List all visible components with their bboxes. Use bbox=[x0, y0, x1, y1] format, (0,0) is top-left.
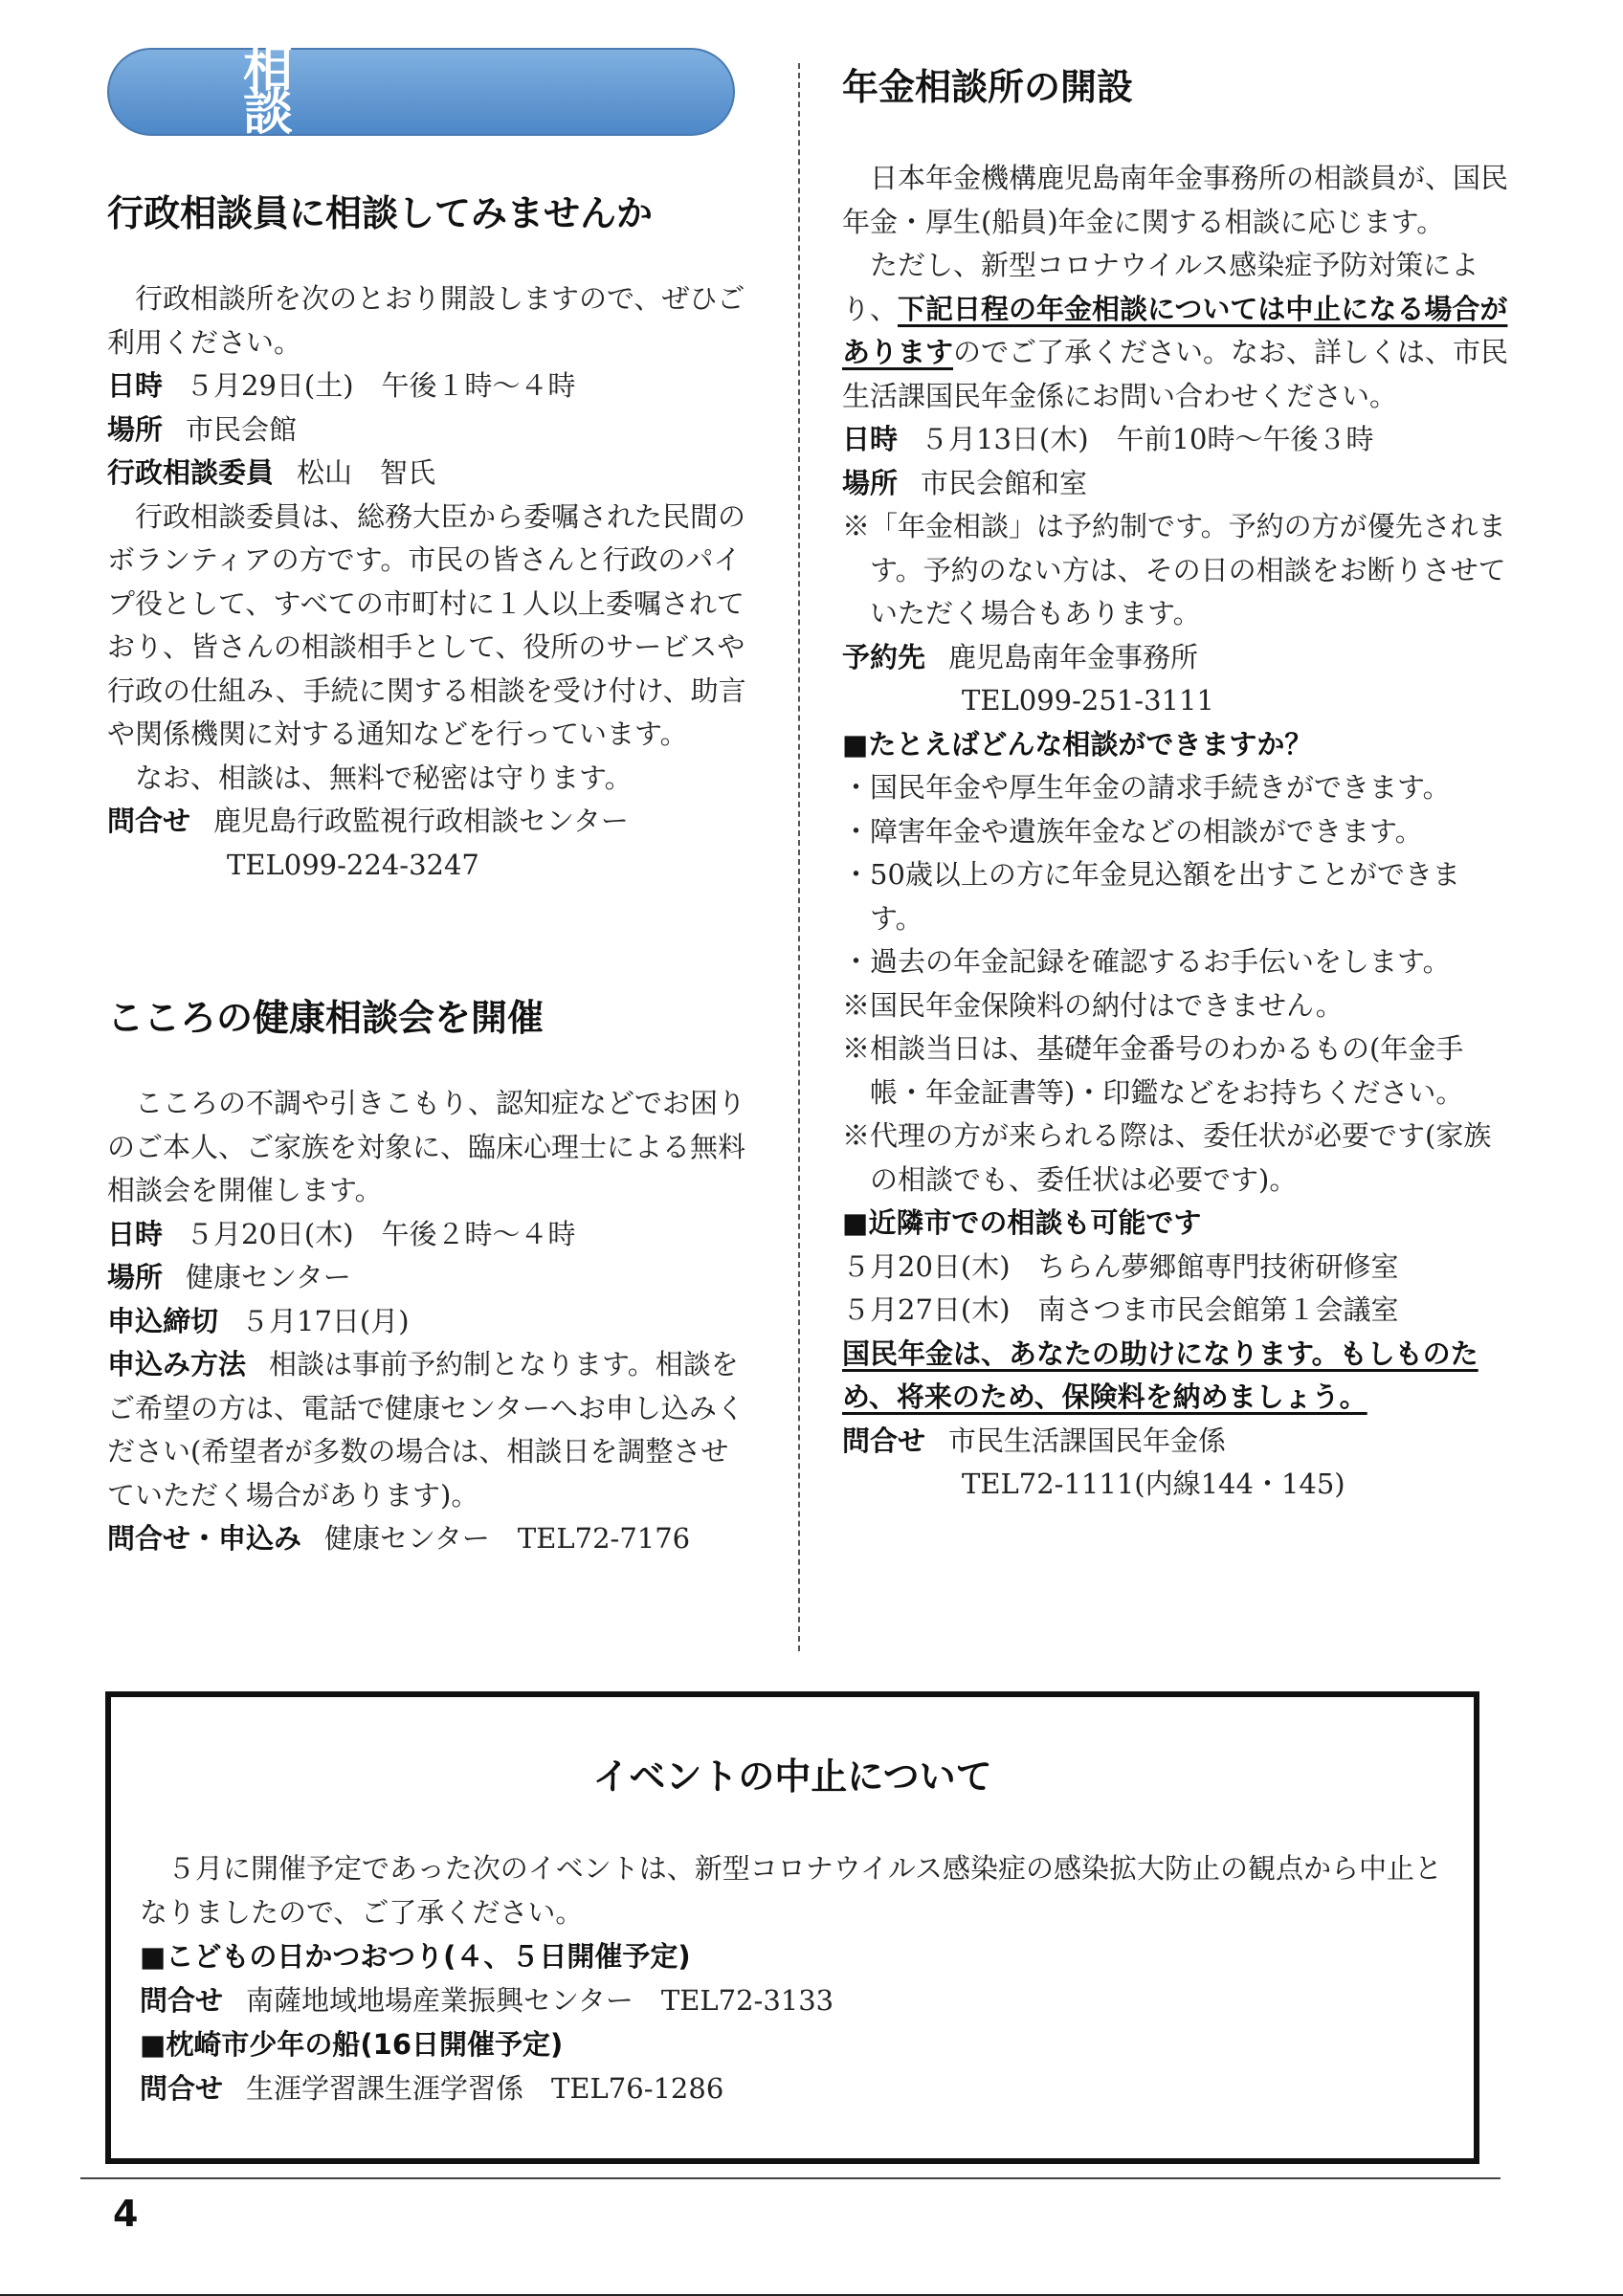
page-number: 4 bbox=[113, 2193, 139, 2235]
article1-contact: 問合せ 鹿児島行政監視行政相談センター bbox=[107, 805, 629, 837]
column-divider bbox=[798, 63, 800, 1651]
article1-body1: 行政相談委員は、総務大臣から委嘱された民間のボランティアの方です。市民の皆さんと行政のパイプ役として、すべての市町村に１人以上委嘱されており、皆さんの相談相手として、役所のサービスや行政の仕組み、手続に関する相談を受け付け、助言や関係機関に対する通知などを行っています。 bbox=[107, 499, 746, 750]
article1-contact-tel: TEL099-224-3247 bbox=[227, 848, 479, 881]
article1-member: 行政相談委員 松山 智氏 bbox=[107, 456, 436, 489]
pension-example-item: ・過去の年金記録を確認するお手伝いをします。 bbox=[842, 945, 1451, 978]
footer-rule bbox=[80, 2177, 1501, 2179]
pension-example-item: ・障害年金や遺族年金などの相談ができます。 bbox=[842, 814, 1423, 848]
article2-place: 場所 健康センター bbox=[107, 1261, 351, 1293]
article2-heading: こころの健康相談会を開催 bbox=[107, 997, 545, 1039]
article2-datetime: 日時 ５月20日(木) 午後２時～４時 bbox=[107, 1217, 576, 1250]
event1-contact: 問合せ 南薩地域地場産業振興センター TEL72-3133 bbox=[140, 1984, 834, 2017]
pension-example-item: ・国民年金や厚生年金の請求手続きができます。 bbox=[842, 771, 1451, 804]
pension-intro: 日本年金機構鹿児島南年金事務所の相談員が、国民年金・厚生(船員)年金に関する相談に応じます。 bbox=[842, 162, 1509, 238]
event1-title: ■こどもの日かつおつり(４、５日開催予定) bbox=[140, 1940, 691, 1973]
pension-example-item: ・50歳以上の方に年金見込額を出すことができます。 bbox=[842, 858, 1460, 935]
pension-nearby-item: ５月27日(木) 南さつま市民会館第１会議室 bbox=[842, 1293, 1399, 1326]
pension-notice-emphasis: 下記日程の年金相談については中止になる場合があります bbox=[842, 292, 1508, 368]
events-intro: ５月に開催予定であった次のイベントは、新型コロナウイルス感染症の感染拡大防止の観点から中止となりましたので、ご了承ください。 bbox=[140, 1852, 1442, 1929]
pension-nearby-item: ５月20日(木) ちらん夢郷館専門技術研修室 bbox=[842, 1249, 1399, 1283]
pension-reservation-note: ※「年金相談」は予約制です。予約の方が優先されます。予約のない方は、その日の相談をお断りさせていただく場合もあります。 bbox=[842, 510, 1506, 629]
section-title-pill: 相 談 bbox=[107, 48, 735, 136]
pension-note-item: ※代理の方が来られる際は、委任状が必要です(家族の相談でも、委任状は必要です)。 bbox=[842, 1119, 1492, 1196]
pension-note-item: ※国民年金保険料の納付はできません。 bbox=[842, 988, 1344, 1022]
right-column bbox=[842, 48, 1512, 1507]
pension-place: 場所 市民会館和室 bbox=[842, 466, 1088, 499]
event-cancellation-box bbox=[105, 1691, 1479, 2164]
pension-nearby-heading: ■近隣市での相談も可能です bbox=[842, 1206, 1202, 1239]
pension-contact-tel: TEL72-1111(内線144・145) bbox=[962, 1468, 1345, 1500]
article2-contact: 問合せ・申込み 健康センター TEL72-7176 bbox=[107, 1522, 691, 1555]
pension-notice: ただし、新型コロナウイルス感染症予防対策により、下記日程の年金相談については中止になる場合がありますのでご了承ください。なお、詳しくは、市民生活課国民年金係にお問い合わせください。 bbox=[842, 249, 1509, 412]
pension-contact: 問合せ 市民生活課国民年金係 bbox=[842, 1424, 1227, 1457]
article1-body2: なお、相談は、無料で秘密は守ります。 bbox=[135, 761, 633, 794]
article2-intro: こころの不調や引きこもり、認知症などでお困りのご本人、ご家族を対象に、臨床心理士による無料相談会を開催します。 bbox=[107, 1087, 746, 1206]
pension-slogan: 国民年金は、あなたの助けになります。もしものため、将来のため、保険料を納めましょう。 bbox=[842, 1336, 1478, 1413]
pension-heading: 年金相談所の開設 bbox=[842, 66, 1134, 108]
pension-note-item: ※相談当日は、基礎年金番号のわかるもの(年金手帳・年金証書等)・印鑑などをお持ちください。 bbox=[842, 1032, 1464, 1109]
left-column bbox=[107, 40, 748, 1561]
article1-place: 場所 市民会館 bbox=[107, 412, 298, 446]
event2-title: ■枕崎市少年の船(16日開催予定) bbox=[140, 2028, 564, 2061]
events-title: イベントの中止について bbox=[592, 1755, 992, 1798]
pension-reserve: 予約先 鹿児島南年金事務所 bbox=[842, 640, 1199, 673]
article2-deadline: 申込締切 ５月17日(月) bbox=[107, 1304, 410, 1337]
article2-method: 申込み方法 相談は事前予約制となります。相談をご希望の方は、電話で健康センターへお申し込みください(希望者が多数の場合は、相談日を調整させていただく場合があります)。 bbox=[107, 1348, 745, 1512]
pension-datetime: 日時 ５月13日(木) 午前10時～午後３時 bbox=[842, 423, 1374, 455]
article1-datetime: 日時 ５月29日(土) 午後１時～４時 bbox=[107, 369, 576, 402]
event2-contact: 問合せ 生涯学習課生涯学習係 TEL76-1286 bbox=[140, 2072, 724, 2105]
article1-heading: 行政相談員に相談してみませんか bbox=[107, 192, 654, 234]
article1-intro: 行政相談所を次のとおり開設しますので、ぜひご利用ください。 bbox=[107, 282, 745, 359]
pension-examples-heading: ■たとえばどんな相談ができますか？ bbox=[842, 727, 1313, 761]
pension-reserve-tel: TEL099-251-3111 bbox=[962, 684, 1214, 717]
